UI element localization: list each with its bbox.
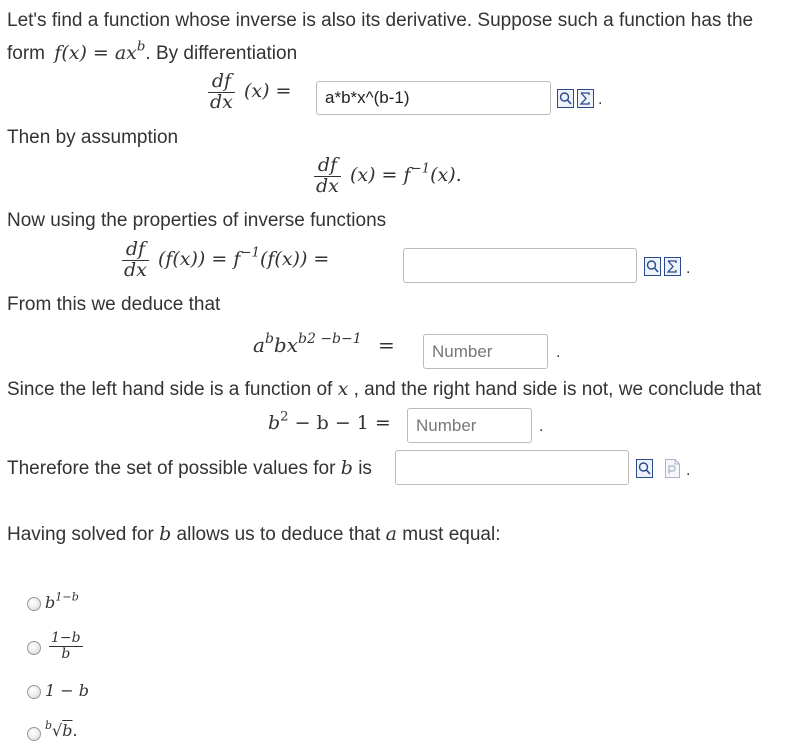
equation-editor-icon[interactable] xyxy=(664,257,681,276)
preview-icon[interactable] xyxy=(636,459,653,478)
option-1-label: $b^{1-b}$ xyxy=(45,590,79,612)
radio-option-2[interactable] xyxy=(27,641,41,655)
form-label: form xyxy=(7,43,45,64)
function-definition: $f(x) = ax^b$ xyxy=(54,39,146,64)
assumption-expression xyxy=(314,156,462,197)
period-5: . xyxy=(686,462,691,479)
set-editor-icon[interactable] xyxy=(664,459,681,478)
derivative-of-x: (x) = xyxy=(243,80,292,103)
then-by-assumption: Then by assumption xyxy=(7,127,179,148)
b-set-input[interactable] xyxy=(395,450,629,485)
inverse-composition-input[interactable] xyxy=(403,248,637,283)
now-using-label: Now using the properties of inverse functions xyxy=(7,210,387,231)
df-dx-fraction-3: $\frac{df}{dx}$ xyxy=(124,238,147,281)
derivative-input[interactable] xyxy=(316,81,551,115)
deduce-expression: $a^bbx^{b2 -b-1}$ = xyxy=(253,330,395,357)
option-2-label: $\frac{1-b}{b}$ xyxy=(51,630,81,662)
b-equation-number-input[interactable] xyxy=(407,408,532,443)
therefore-line: Therefore the set of possible values for b is xyxy=(7,457,372,479)
having-solved-line: Having solved for b allows us to deduce that a must equal: xyxy=(7,523,501,545)
since-line: Since the left hand side is a function of x , and the right hand side is not, we conclude that xyxy=(7,378,762,400)
df-dx-fraction: $\frac{df}{dx}$ xyxy=(210,70,233,113)
b-equation-expression: $b^2 - b - 1$ = xyxy=(268,409,391,434)
intro-text: Let's find a function whose inverse is also its derivative. Suppose such a function has the xyxy=(7,10,754,31)
intro-line-1 xyxy=(7,10,753,32)
preview-icon[interactable] xyxy=(557,89,574,108)
period-1: . xyxy=(598,91,603,108)
derivative-expression xyxy=(208,72,291,113)
option-3-label: 1 − b xyxy=(45,681,89,700)
by-differentiation-label: . By differentiation xyxy=(145,43,298,64)
radio-option-3[interactable] xyxy=(27,685,41,699)
radio-option-1[interactable] xyxy=(27,597,41,611)
x-variable: x xyxy=(337,378,349,400)
equation-editor-icon[interactable] xyxy=(577,89,594,108)
from-this-label: From this we deduce that xyxy=(7,294,221,315)
period-2: . xyxy=(686,260,691,277)
period-4: . xyxy=(539,418,544,435)
exponent-number-input[interactable] xyxy=(423,334,548,369)
preview-icon[interactable] xyxy=(644,257,661,276)
derivative-equals-inverse: $(x) = f^{-1}(x)$. xyxy=(349,161,462,187)
option-4-label: $^b$√b. xyxy=(45,718,78,740)
radio-option-4[interactable] xyxy=(27,727,41,741)
inverse-composition-expression: $\frac{df}{dx}$ $(f(x)) = f^{-1}(f(x))$ = xyxy=(124,238,330,281)
period-3: . xyxy=(556,344,561,361)
intro-line-2 xyxy=(7,39,298,65)
df-dx-fraction-2: $\frac{df}{dx}$ xyxy=(316,154,339,197)
